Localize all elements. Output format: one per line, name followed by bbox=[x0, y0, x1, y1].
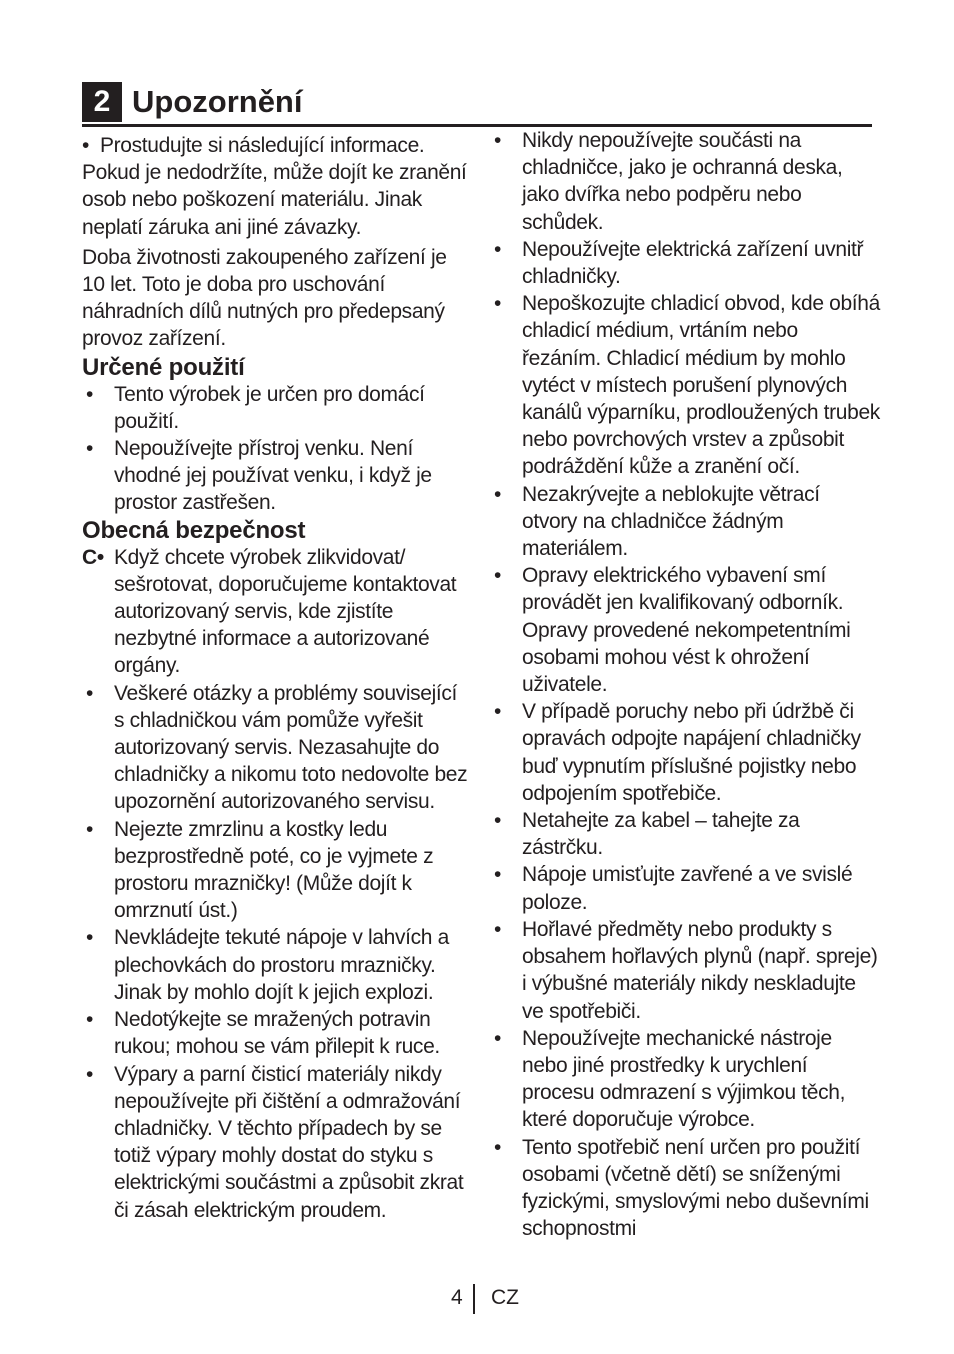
page-footer bbox=[0, 1284, 954, 1316]
list-item-text: Nepoškozujte chladicí obvod, kde obíhá chladicí médium, vrtáním nebo řezáním. Chladicí médium by mohlo vytéct v místech porušení plynových kanálů výparníku, prodloužených trubek nebo povrchových vrstev a způsobit podráždění kůže a zranění očí. bbox=[522, 292, 880, 479]
list-item-text: Nejezte zmrzlinu a kostky ledu bezprostředně poté, co je vyjmete z prostoru mrazničky! (Může dojít k omrznutí úst.) bbox=[114, 817, 434, 923]
list-item-text: V případě poruchy nebo při údržbě či opravách odpojte napájení chladničky buď vypnutím příslušné pojistky nebo odpojením spotřebiče. bbox=[522, 700, 861, 805]
list-item bbox=[82, 1061, 468, 1224]
list-item-text: Výpary a parní čisticí materiály nikdy nepoužívejte při čištění a odmražování chladničky. V těchto případech by se totiž výpary mohly dostat do styku s elektrickými součástmi a způsobit zkrat či zásah elektrickým proudem. bbox=[114, 1062, 464, 1222]
list-item bbox=[82, 1006, 468, 1060]
intro-paragraph-1-text: Prostudujte si následující informace. Pokud je nedodržíte, může dojít ke zranění osob nebo poškození materiálu. Jinak neplatí záruka ani jiné závazky. bbox=[82, 134, 467, 239]
list-item bbox=[490, 1025, 880, 1134]
bullet-icon bbox=[490, 1025, 522, 1052]
list-item-text: Když chcete výrobek zlikvidovat/ sešrotovat, doporučujeme kontaktovat autorizovaný servis, kde zjistíte nezbytné informace a autorizované orgány. bbox=[114, 545, 457, 678]
list-item bbox=[490, 290, 880, 480]
intro-bullet: • bbox=[82, 134, 90, 157]
bullet-icon bbox=[82, 435, 114, 462]
note-c-marker-icon: C• bbox=[82, 545, 104, 569]
bullet-icon bbox=[490, 127, 522, 154]
list-item bbox=[490, 807, 880, 861]
bullet-icon bbox=[490, 861, 522, 888]
list-item bbox=[490, 916, 880, 1025]
right-column bbox=[490, 127, 880, 1242]
bullet-icon bbox=[490, 698, 522, 725]
section-title-general-safety: Obecná bezpečnost bbox=[82, 516, 306, 544]
left-column bbox=[82, 132, 468, 1224]
list-item-text: Nápoje umisťujte zavřené a ve svislé poloze. bbox=[522, 863, 853, 914]
list-item-text: Netahejte za kabel – tahejte za zástrčku. bbox=[522, 809, 800, 860]
list-item-text: Nezakrývejte a neblokujte větrací otvory na chladničce žádným materiálem. bbox=[522, 482, 820, 561]
list-item-note bbox=[82, 544, 468, 680]
list-item bbox=[490, 698, 880, 807]
list-item-text: Nepoužívejte elektrická zařízení uvnitř chladničky. bbox=[522, 237, 864, 289]
page-number: 4 bbox=[451, 1286, 463, 1309]
bullet-icon bbox=[82, 381, 114, 408]
bullet-icon bbox=[490, 290, 522, 317]
bullet-icon bbox=[490, 916, 522, 943]
safety-list-continued bbox=[490, 127, 880, 1242]
list-item-text: Opravy elektrického vybavení smí provádět jen kvalifikovaný odborník. Opravy provedené nekompetentními osobami mohou vést k ohrožení uživatele. bbox=[522, 564, 851, 697]
list-item bbox=[490, 236, 880, 290]
list-item bbox=[82, 435, 468, 517]
bullet-icon bbox=[490, 1134, 522, 1161]
language-code: CZ bbox=[491, 1286, 519, 1309]
chapter-header bbox=[82, 80, 872, 127]
list-item-text: Nevkládejte tekuté nápoje v lahvích a plechovkách do prostoru mrazničky. Jinak by mohlo dojít k jejich explozi. bbox=[114, 926, 449, 1004]
bullet-icon bbox=[490, 481, 522, 508]
list-item-text: Tento spotřebič není určen pro použití osobami (včetně dětí) se sníženými fyzickými, smyslovými nebo duševními schopnostmi bbox=[522, 1135, 869, 1241]
list-item bbox=[490, 127, 880, 236]
list-item bbox=[82, 816, 468, 925]
intro-paragraph-1 bbox=[82, 132, 468, 241]
list-item-text: Nepoužívejte přístroj venku. Není vhodné jej používat venku, i když je prostor zastřešen. bbox=[114, 437, 432, 515]
list-item bbox=[82, 680, 468, 816]
list-item bbox=[490, 562, 880, 698]
list-item-text: Nepoužívejte mechanické nástroje nebo jiné prostředky k urychlení procesu odmrazení s výjimkou těch, které doporučuje výrobce. bbox=[522, 1026, 846, 1132]
section-title-intended-use: Určené použití bbox=[82, 353, 245, 381]
list-item-text: Nikdy nepoužívejte součásti na chladničce, jako je ochranná deska, jako dvířka nebo podpěru nebo schůdek. bbox=[522, 129, 843, 234]
list-item-text: Tento výrobek je určen pro domácí použití. bbox=[114, 382, 425, 433]
footer-divider bbox=[473, 1284, 475, 1314]
bullet-icon bbox=[490, 807, 522, 834]
list-item-text: Veškeré otázky a problémy související s chladničkou vám pomůže vyřešit autorizovaný servis. Nezasahujte do chladničky a nikomu toto nedovolte bez upozornění autorizovaného servisu. bbox=[114, 681, 468, 814]
list-item bbox=[490, 861, 880, 915]
bullet-icon bbox=[490, 562, 522, 589]
intended-use-list bbox=[82, 381, 468, 517]
bullet-icon bbox=[82, 1006, 114, 1033]
list-item bbox=[82, 924, 468, 1006]
bullet-icon bbox=[82, 816, 114, 843]
bullet-icon bbox=[82, 680, 114, 707]
bullet-icon bbox=[490, 236, 522, 263]
list-item bbox=[490, 1134, 880, 1243]
bullet-icon bbox=[82, 924, 114, 951]
list-item-text: Hořlavé předměty nebo produkty s obsahem hořlavých plynů (např. spreje) i výbušné materiály nikdy neskladujte ve spotřebiči. bbox=[522, 917, 878, 1023]
intro-paragraph-2: Doba životnosti zakoupeného zařízení je 10 let. Toto je doba pro uschování náhradních dílů nutných pro předepsaný provoz zařízení. bbox=[82, 245, 447, 351]
list-item bbox=[490, 481, 880, 563]
general-safety-list bbox=[82, 544, 468, 1224]
list-item bbox=[82, 381, 468, 435]
bullet-icon bbox=[82, 1061, 114, 1088]
list-item-text: Nedotýkejte se mražených potravin rukou; mohou se vám přilepit k ruce. bbox=[114, 1008, 440, 1059]
chapter-number-badge: 2 bbox=[82, 82, 122, 122]
chapter-title: Upozornění bbox=[132, 84, 303, 119]
